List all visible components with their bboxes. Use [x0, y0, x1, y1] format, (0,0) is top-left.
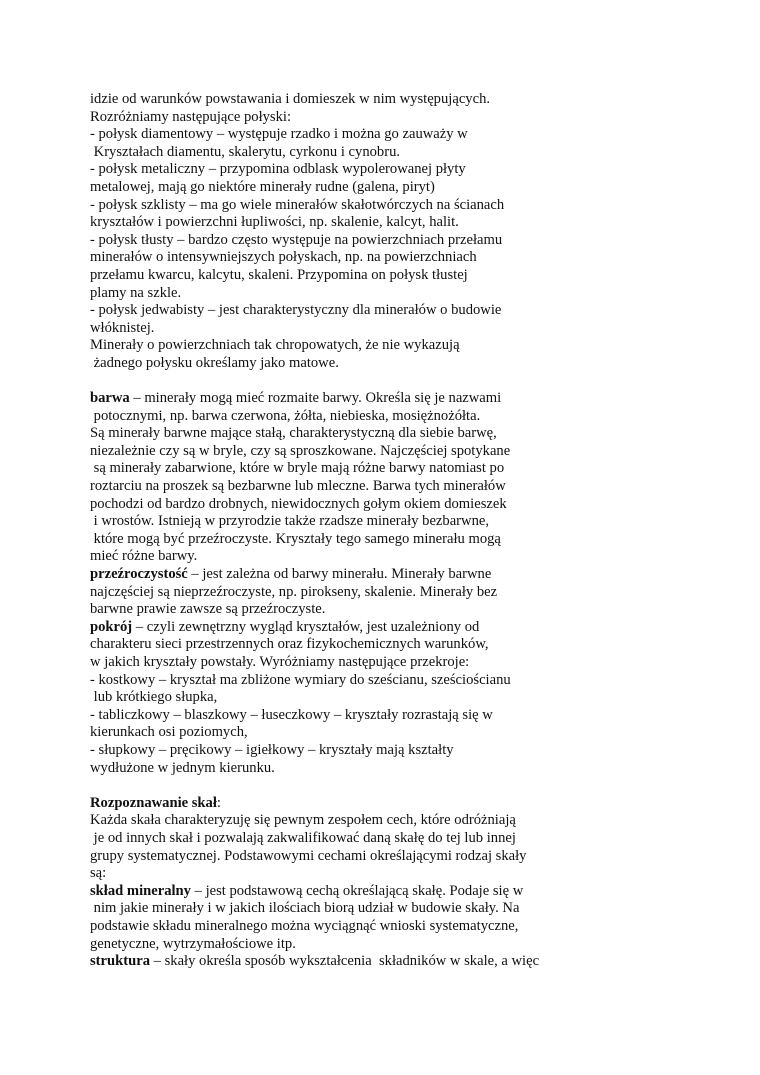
text-line: są minerały zabarwione, które w bryle mają różne barwy natomiast po: [90, 460, 505, 477]
blank-line: [90, 373, 750, 391]
text-line: [90, 883, 750, 901]
text-line: wydłużone w jednym kierunku.: [90, 759, 275, 776]
text-line: grupy systematycznej. Podstawowymi cechami określającymi rodzaj skały: [90, 847, 527, 864]
text-line: niezależnie czy są w bryle, czy są sproszkowane. Najczęściej spotykane: [90, 442, 511, 459]
term-struktura: struktura: [90, 953, 150, 970]
text-line: metalowej, mają go niektóre minerały rudne (galena, piryt): [90, 178, 435, 195]
document-page: [90, 91, 750, 971]
text-line: [90, 390, 750, 408]
text-line: żadnego połysku określamy jako matowe.: [90, 354, 339, 371]
text-line: Rozróżniamy następujące połyski:: [90, 108, 292, 125]
text-line: najczęściej są nieprzeźroczyste, np. pirokseny, skalenie. Minerały bez: [90, 583, 498, 600]
sklad-section: [90, 883, 750, 953]
text-line: idzie od warunków powstawania i domieszek w nim występujących.: [90, 91, 491, 107]
text-line: w jakich kryształy powstały. Wyróżniamy następujące przekroje:: [90, 654, 470, 670]
text-line: - połysk jedwabisty – jest charakterystyczny dla minerałów o budowie: [90, 302, 502, 319]
term-definition: – jest podstawową cechą określającą skałę. Podaje się w: [190, 882, 524, 899]
luster-section: [90, 91, 750, 373]
struktura-section: [90, 953, 750, 971]
text-line: [90, 619, 750, 637]
heading-colon: :: [216, 794, 221, 811]
text-line: nim jakie minerały i w jakich ilościach biorą udział w budowie skały. Na: [90, 900, 520, 917]
text-line: które mogą być przeźroczyste. Kryształy tego samego minerału mogą: [90, 530, 501, 547]
blank-line: [90, 777, 750, 795]
text-line: mieć różne barwy.: [90, 548, 198, 565]
text-line: Są minerały barwne mające stałą, charakterystyczną dla siebie barwę,: [90, 425, 497, 442]
term-barwa: barwa: [90, 390, 130, 407]
text-line: plamy na szkle.: [90, 284, 182, 301]
text-line: lub krótkiego słupka,: [90, 689, 218, 706]
text-line: minerałów o intensywniejszych połyskach, np. na powierzchniach: [90, 249, 477, 266]
barwa-section: [90, 390, 750, 566]
term-przezroczystosc: przeźroczystość: [90, 566, 188, 583]
przezroczystosc-section: [90, 566, 750, 619]
term-definition: – czyli zewnętrzny wygląd kryształów, jest uzależniony od: [132, 618, 480, 635]
pokroj-section: [90, 619, 750, 777]
text-line: [90, 953, 750, 971]
term-definition: – skały określa sposób wykształcenia składników w skale, a więc: [150, 953, 540, 970]
text-line: podstawie składu mineralnego można wyciągnąć wnioski systematyczne,: [90, 917, 519, 934]
text-line: Minerały o powierzchniach tak chropowatych, że nie wykazują: [90, 337, 460, 354]
text-line: barwne prawie zawsze są przeźroczyste.: [90, 601, 326, 618]
text-line: przełamu kwarcu, kalcytu, skaleni. Przypomina on połysk tłustej: [90, 266, 468, 283]
text-line: i wrostów. Istnieją w przyrodzie także rzadsze minerały bezbarwne,: [90, 513, 489, 530]
text-line: genetyczne, wytrzymałościowe itp.: [90, 935, 296, 952]
text-line: charakteru sieci przestrzennych oraz fizykochemicznych warunków,: [90, 636, 489, 653]
text-line: kierunkach osi poziomych,: [90, 724, 248, 741]
term-definition: – jest zależna od barwy minerału. Minerały barwne: [187, 566, 492, 583]
term-pokroj: pokrój: [90, 618, 133, 635]
text-line: pochodzi od bardzo drobnych, niewidocznych gołym okiem domieszek: [90, 495, 507, 512]
term-sklad-mineralny: skład mineralny: [90, 882, 191, 899]
text-line: [90, 566, 750, 584]
text-line: włóknistej.: [90, 319, 155, 336]
text-line: - połysk szklisty – ma go wiele minerałów skałotwórczych na ścianach: [90, 196, 505, 213]
text-line: je od innych skał i pozwalają zakwalifikować daną skałę do tej lub innej: [90, 829, 516, 846]
text-line: roztarciu na proszek są bezbarwne lub mleczne. Barwa tych minerałów: [90, 478, 506, 495]
text-line: - połysk tłusty – bardzo często występuje na powierzchniach przełamu: [90, 231, 503, 248]
text-line: - tabliczkowy – blaszkowy – łuseczkowy – kryształy rozrastają się w: [90, 706, 493, 723]
rozpoznawanie-section: [90, 795, 750, 883]
text-line: kryształów i powierzchni łupliwości, np. skalenie, kalcyt, halit.: [90, 214, 459, 231]
heading-rozpoznawanie: Rozpoznawanie skał: [90, 794, 217, 811]
text-line: - kostkowy – kryształ ma zbliżone wymiary do sześcianu, sześciościanu: [90, 671, 511, 688]
text-line: potocznymi, np. barwa czerwona, żółta, niebieska, mosiężnożółta.: [90, 407, 481, 424]
text-line: - połysk metaliczny – przypomina odblask wypolerowanej płyty: [90, 161, 466, 178]
text-line: są:: [90, 865, 107, 882]
text-line: Kryształach diamentu, skalerytu, cyrkonu i cynobru.: [90, 143, 401, 160]
text-line: - słupkowy – pręcikowy – igiełkowy – kryształy mają kształty: [90, 741, 454, 758]
text-line: Każda skała charakteryzuję się pewnym zespołem cech, które odróżniają: [90, 812, 516, 829]
text-line: - połysk diamentowy – występuje rzadko i można go zauważy w: [90, 126, 468, 143]
section-heading: [90, 795, 750, 813]
term-definition: – minerały mogą mieć rozmaite barwy. Określa się je nazwami: [129, 390, 502, 407]
